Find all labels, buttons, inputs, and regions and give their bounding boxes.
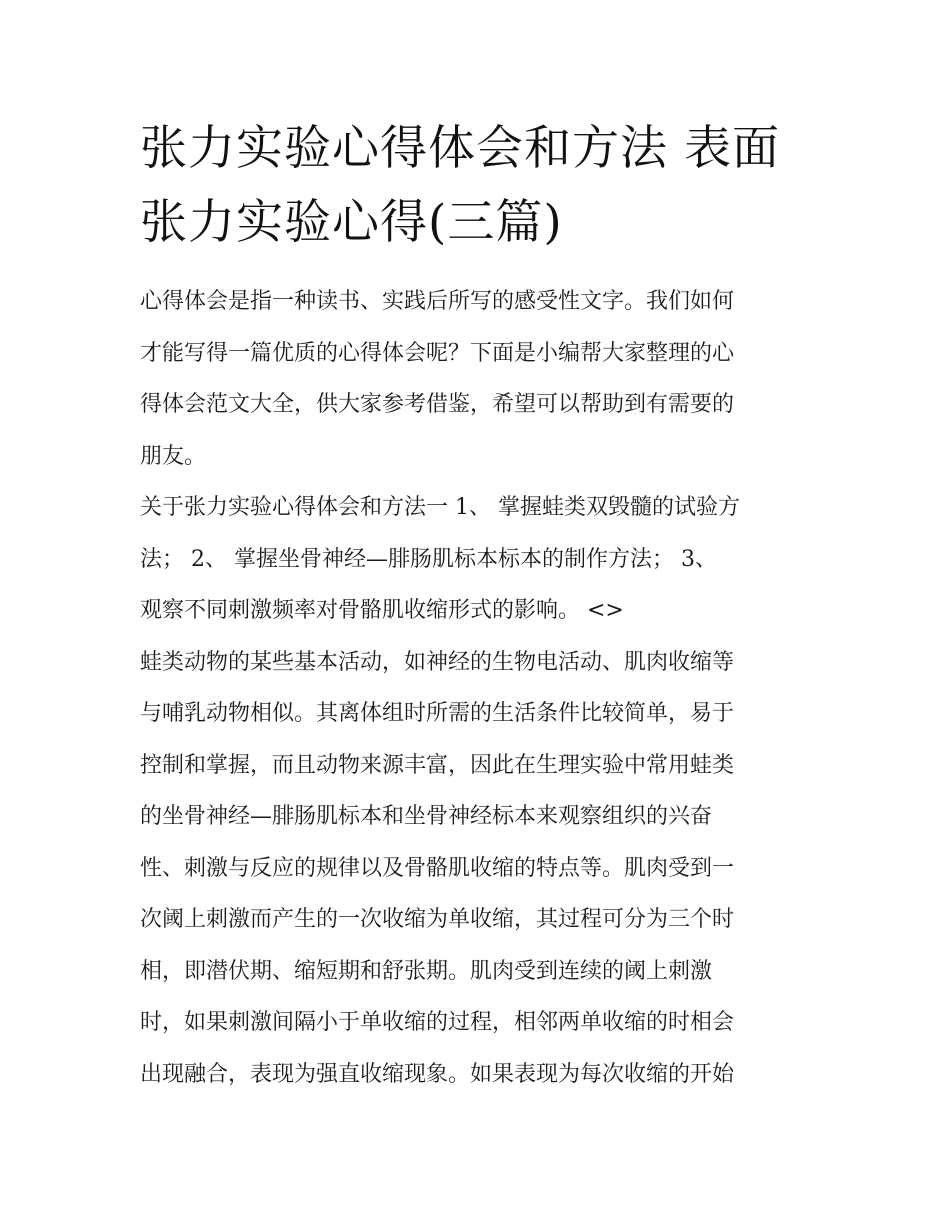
title-line: 张力实验心得(三篇) <box>140 195 563 250</box>
text-line: 出现融合，表现为强直收缩现象。如果表现为每次收缩的开始 <box>140 1061 735 1087</box>
page-title <box>140 112 820 260</box>
text-line: 次阈上刺激而产生的一次收缩为单收缩，其过程可分为三个时 <box>140 907 735 932</box>
text-line: 控制和掌握，而且动物来源丰富，因此在生理实验中常用蛙类 <box>140 752 735 778</box>
text-line: 时，如果刺激间隔小于单收缩的过程，相邻两单收缩的时相会 <box>140 1010 735 1035</box>
text-line: 心得体会是指一种读书、实践后所写的感受性文字。我们如何 <box>140 289 735 314</box>
text-line: 性、刺激与反应的规律以及骨骼肌收缩的特点等。肌肉受到一 <box>140 855 735 881</box>
body-text <box>140 276 820 1100</box>
title-line: 张力实验心得体会和方法 表面 <box>140 121 780 176</box>
text-line: 的坐骨神经—腓肠肌标本和坐骨神经标本来观察组织的兴奋 <box>140 804 713 829</box>
text-line: 关于张力实验心得体会和方法一 1、 掌握蛙类双毁髓的试验方 <box>140 495 740 520</box>
text-line: 得体会范文大全，供大家参考借鉴，希望可以帮助到有需要的 <box>140 392 735 417</box>
text-line: 与哺乳动物相似。其离体组时所需的生活条件比较简单，易于 <box>140 701 735 726</box>
text-line: 观察不同刺激频率对骨骼肌收缩形式的影响。 <> <box>140 598 624 623</box>
text-line: 蛙类动物的某些基本活动，如神经的生物电活动、肌肉收缩等 <box>140 649 735 675</box>
text-line: 相，即潜伏期、缩短期和舒张期。肌肉受到连续的阈上刺激 <box>140 958 713 984</box>
text-line: 法； 2、 掌握坐骨神经—腓肠肌标本标本的制作方法； 3、 <box>140 546 717 572</box>
text-line: 才能写得一篇优质的心得体会呢？下面是小编帮大家整理的心 <box>140 340 735 366</box>
text-line: 朋友。 <box>140 443 207 469</box>
